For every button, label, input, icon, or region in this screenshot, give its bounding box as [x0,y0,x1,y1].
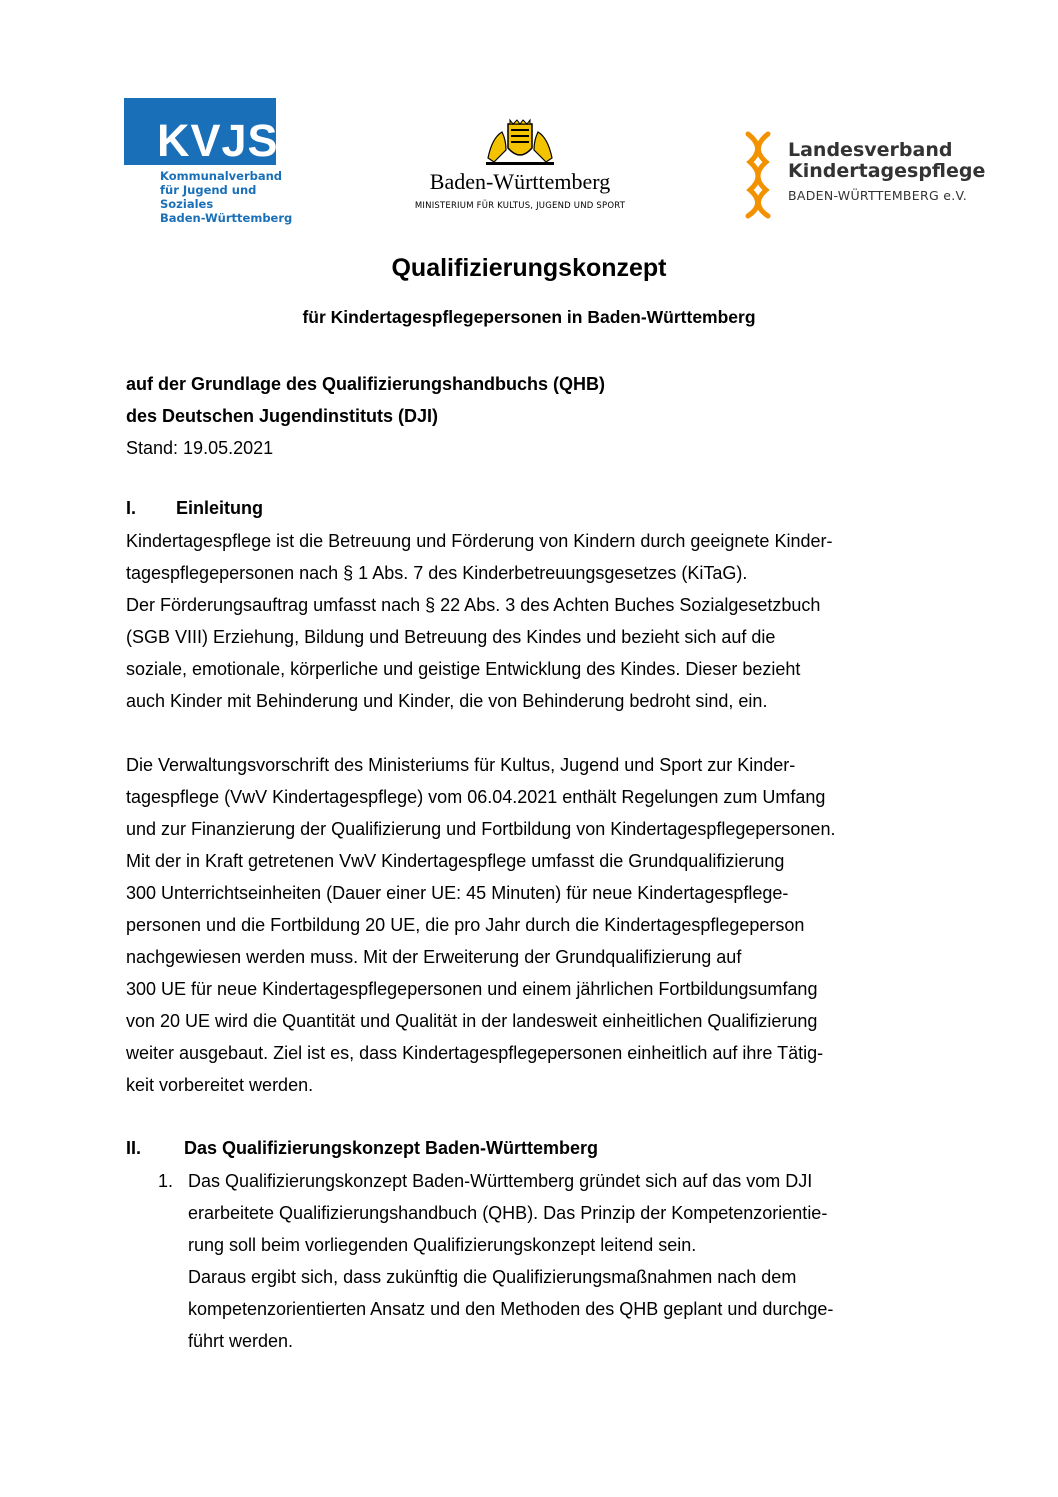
basis-line: auf der Grundlage des Qualifizierungshandbuchs (QHB) [126,374,606,394]
lvk-emblem-icon [738,130,778,220]
document-subtitle: für Kindertagespflegepersonen in Baden-Württemberg [302,307,756,327]
text-line: (SGB VIII) Erziehung, Bildung und Betreuung des Kindes und bezieht sich auf die [126,627,776,647]
kvjs-line: Baden-Württemberg [160,211,293,225]
text-line: kompetenzorientierten Ansatz und den Methoden des QHB geplant und durchge- [188,1299,834,1319]
lvk-title [788,140,985,182]
lvk-subtitle: BADEN-WÜRTTEMBERG e.V. [788,188,968,203]
text-line: führt werden. [188,1331,294,1351]
lvk-line: Kindertagespflege [788,160,986,182]
kvjs-line: Kommunalverband [160,169,283,183]
text-line: Das Qualifizierungskonzept Baden-Württemberg gründet sich auf das vom DJI [188,1171,813,1191]
kvjs-logo-box [124,98,279,166]
lvk-line: Landesverband [788,139,953,161]
bw-ministry-logo [400,118,640,211]
paragraph-vwv [126,749,835,1101]
basis-line: des Deutschen Jugendinstituts (DJI) [126,406,439,426]
text-line: nachgewiesen werden muss. Mit der Erweiterung der Grundqualifizierung auf [126,947,742,967]
kvjs-logo [124,98,299,225]
section-number: I. [126,498,137,518]
text-line: Der Förderungsauftrag umfasst nach § 22 Abs. 3 des Achten Buches Sozialgesetzbuch [126,595,821,615]
text-line: Mit der in Kraft getretenen VwV Kindertagespflege umfasst die Grundqualifizierung [126,851,785,871]
text-line: keit vorbereitet werden. [126,1075,314,1095]
kvjs-line: für Jugend und Soziales [160,183,257,211]
text-line: Kindertagespflege ist die Betreuung und Förderung von Kindern durch geeignete Kinder- [126,531,833,551]
section-heading-1 [126,498,263,519]
text-line: weiter ausgebaut. Ziel ist es, dass Kindertagespflegepersonen einheitlich auf ihre Tätig- [126,1043,824,1063]
text-line: Daraus ergibt sich, dass zukünftig die Qualifizierungsmaßnahmen nach dem [188,1267,797,1287]
basis-block [126,368,605,464]
section-heading-2 [126,1138,598,1159]
text-line: soziale, emotionale, körperliche und geistige Entwicklung des Kindes. Dieser bezieht [126,659,801,679]
text-line: auch Kinder mit Behinderung und Kinder, die von Behinderung bedroht sind, ein. [126,691,768,711]
text-line: und zur Finanzierung der Qualifizierung und Fortbildung von Kindertagespflegepersonen. [126,819,836,839]
text-line: Die Verwaltungsvorschrift des Ministeriums für Kultus, Jugend und Sport zur Kinder- [126,755,796,775]
bw-ministry-name: MINISTERIUM FÜR KULTUS, JUGEND UND SPORT [414,201,626,211]
text-line: tagespflege (VwV Kindertagespflege) vom 06.04.2021 enthält Regelungen zum Umfang [126,787,826,807]
coat-of-arms-icon [480,118,560,166]
section-title: Einleitung [176,498,263,518]
item-text [188,1165,833,1357]
section-title: Das Qualifizierungskonzept Baden-Württemberg [184,1138,599,1158]
text-line: tagespflegepersonen nach § 1 Abs. 7 des Kinderbetreuungsgesetzes (KiTaG). [126,563,748,583]
section-number: II. [126,1138,142,1158]
document-title: Qualifizierungskonzept [391,254,667,282]
text-line: 300 UE für neue Kindertagespflegepersonen und einem jährlichen Fortbildungsumfang [126,979,818,999]
kvjs-wordmark: KVJS [157,115,279,166]
text-line: von 20 UE wird die Quantität und Qualität in der landesweit einheitlichen Qualifizierung [126,1011,818,1031]
text-line: rung soll beim vorliegenden Qualifizierungskonzept leitend sein. [188,1235,697,1255]
lvk-logo [738,130,998,220]
text-line: erarbeitete Qualifizierungshandbuch (QHB). Das Prinzip der Kompetenzorientie- [188,1203,828,1223]
paragraph-intro [126,525,832,717]
item-number: 1. [158,1171,174,1191]
logo-header [0,96,1058,225]
kvjs-subtitle [124,169,299,225]
date-stand: Stand: 19.05.2021 [126,438,274,458]
text-line: personen und die Fortbildung 20 UE, die pro Jahr durch die Kindertagespflegeperson [126,915,805,935]
bw-name: Baden-Württemberg [429,169,611,194]
text-line: 300 Unterrichtseinheiten (Dauer einer UE: 45 Minuten) für neue Kindertagespflege- [126,883,789,903]
